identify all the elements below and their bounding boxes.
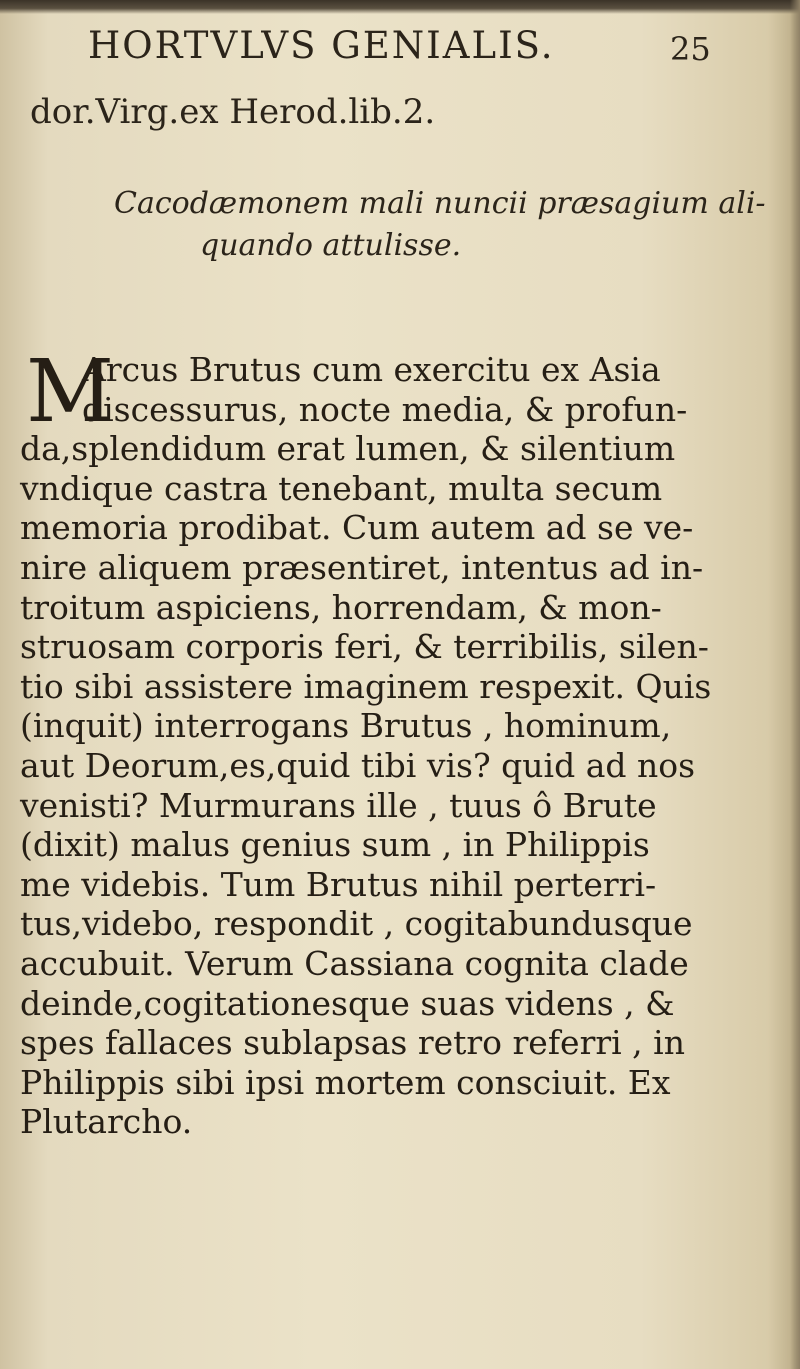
body-line: accubuit. Verum Cassiana cognita clade — [20, 943, 689, 983]
heading-line-1: Cacodæmonem mali nuncii præsagium ali- — [114, 186, 766, 221]
body-paragraph — [20, 342, 780, 1142]
running-title: HORTVLVS GENIALIS. — [88, 24, 555, 67]
page-number: 25 — [670, 30, 711, 68]
body-line: aut Deorum,es,quid tibi vis? quid ad nos — [20, 745, 696, 785]
page-right-shadow — [790, 0, 800, 1369]
body-line: nire aliquem præsentiret, intentus ad in- — [20, 547, 704, 587]
body-line: struosam corporis feri, & terribilis, silen- — [20, 627, 709, 667]
body-line: spes fallaces sublapsas retro referri , in — [20, 1023, 685, 1063]
drop-cap: M — [26, 342, 115, 442]
reference-line: dor.Virg.ex Herod.lib.2. — [30, 92, 436, 132]
page-top-shadow — [0, 0, 800, 14]
heading-line-2: quando attulisse. — [200, 228, 462, 263]
body-line: venisti? Murmurans ille , tuus ô Brute — [20, 785, 657, 825]
body-line: da,splendidum erat lumen, & silentium — [20, 429, 676, 469]
body-line: tio sibi assistere imaginem respexit. Quis — [20, 666, 712, 706]
body-line: troitum aspiciens, horrendam, & mon- — [20, 587, 662, 627]
body-line: memoria prodibat. Cum autem ad se ve- — [20, 508, 694, 548]
body-line: Plutarcho. — [20, 1102, 193, 1142]
body-line: vndique castra tenebant, multa secum — [20, 468, 663, 508]
body-line: Philippis sibi ipsi mortem consciuit. Ex — [20, 1062, 671, 1102]
body-line: (dixit) malus genius sum , in Philippis — [20, 825, 650, 865]
body-line: tus,videbo, respondit , cogitabundusque — [20, 904, 693, 944]
section-heading — [30, 183, 770, 267]
body-line: me videbis. Tum Brutus nihil perterri- — [20, 864, 657, 904]
body-line: Arcus Brutus cum exercitu ex Asia — [82, 350, 661, 389]
body-line: deinde,cogitationesque suas videns , & — [20, 983, 675, 1023]
body-line: discessurus, nocte media, & profun- — [82, 389, 688, 429]
body-line: (inquit) interrogans Brutus , hominum, — [20, 706, 672, 746]
